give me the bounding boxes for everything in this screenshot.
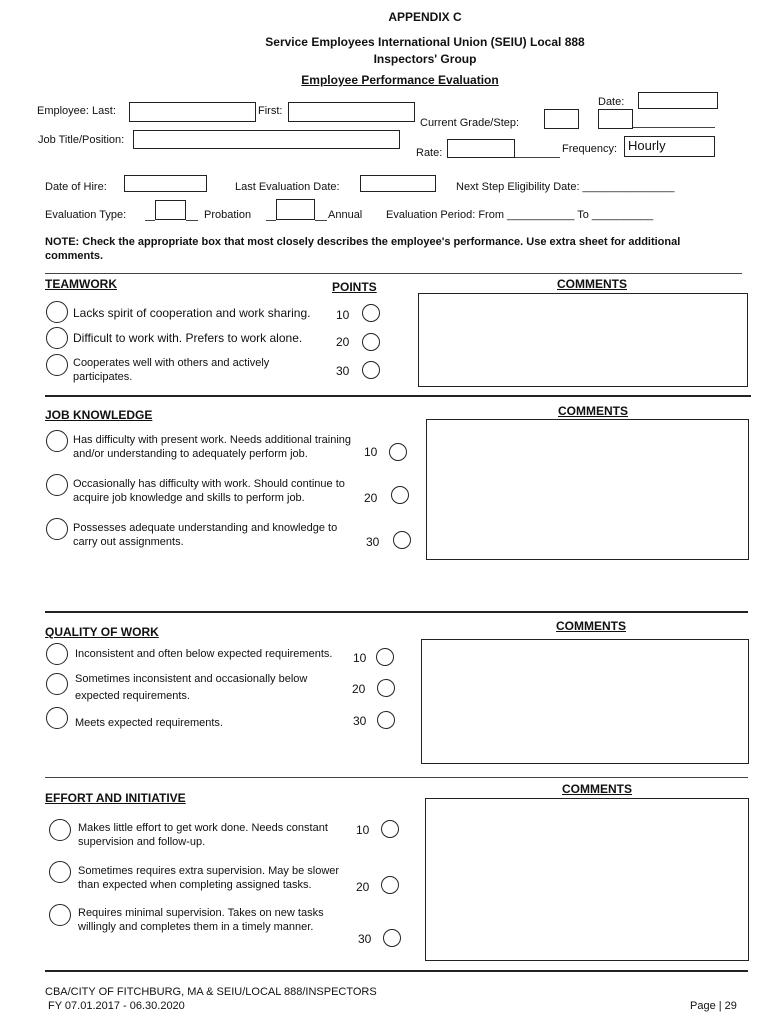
first-name-field[interactable] [288,102,415,122]
annual-checkbox[interactable] [276,199,315,220]
rate-field[interactable] [447,139,515,158]
effort-title: EFFORT AND INITIATIVE [45,791,186,805]
quality-divider [45,777,748,778]
annual-label: Annual [328,209,363,221]
quality-option-2-text: Sometimes inconsistent and occasionally below expected requirements. [75,673,308,702]
teamwork-divider [45,395,751,397]
job-knowledge-option-3-radio[interactable] [46,518,68,540]
teamwork-option-1-radio[interactable] [46,301,68,323]
last-eval-field[interactable] [360,175,436,192]
effort-option-1-radio[interactable] [49,819,71,841]
job-title-field[interactable] [133,130,400,149]
job-knowledge-option-3-text: Possesses adequate understanding and knowledge to carry out assignments. [73,522,338,548]
quality-option-3-text: Meets expected requirements. [75,717,223,729]
annual-underline [266,220,276,221]
teamwork-option-1-points: 10 [336,308,350,322]
probation-label: Probation [204,209,252,221]
effort-option-3-radio[interactable] [49,904,71,926]
effort-option-1-points: 10 [356,823,370,837]
teamwork-option-2-points-radio[interactable] [362,333,380,351]
teamwork-comments-box[interactable] [418,293,748,387]
quality-option-3-radio[interactable] [46,707,68,729]
date-field[interactable] [638,92,718,109]
appendix-heading: APPENDIX C [388,10,462,24]
job-knowledge-option-2-radio[interactable] [46,474,68,496]
job-knowledge-comments-box[interactable] [426,419,749,560]
employee-last-label: Employee: Last: [37,105,116,117]
effort-option-1-text: Makes little effort to get work done. Needs constant supervision and follow-up. [78,822,328,848]
teamwork-option-3-text: Cooperates well with others and actively participates. [73,357,270,383]
last-eval-label: Last Evaluation Date: [235,181,340,193]
first-name-label: First: [258,105,283,117]
job-knowledge-option-2-points: 20 [364,491,378,505]
rate-underline [515,157,560,158]
probation-underline-2 [186,220,198,221]
grade-step-label: Current Grade/Step: [420,117,520,129]
teamwork-option-3-points: 30 [336,364,350,378]
job-knowledge-option-2-text: Occasionally has difficulty with work. Should continue to acquire job knowledge and skills to perform job. [73,478,345,504]
effort-option-3-text: Requires minimal supervision. Takes on new tasks willingly and completes them in a timely manner. [78,907,324,933]
teamwork-comments-label: COMMENTS [557,277,627,291]
quality-option-3-points-radio[interactable] [377,711,395,729]
frequency-label: Frequency: [562,143,618,155]
eval-type-label: Evaluation Type: [45,209,127,221]
frequency-field[interactable]: Hourly [624,136,715,157]
probation-underline [145,220,155,221]
group-heading: Inspectors' Group [373,52,477,66]
job-knowledge-option-2-points-radio[interactable] [391,486,409,504]
quality-comments-label: COMMENTS [556,619,626,633]
step-field[interactable] [598,109,633,129]
job-knowledge-option-1-points: 10 [364,445,378,459]
quality-option-1-radio[interactable] [46,643,68,665]
hire-date-label: Date of Hire: [45,181,107,193]
quality-comments-box[interactable] [421,639,749,764]
form-title: Employee Performance Evaluation [301,73,499,87]
effort-option-1-points-radio[interactable] [381,820,399,838]
quality-title: QUALITY OF WORK [45,625,159,639]
grade-step-underline [633,127,715,128]
points-header: POINTS [332,280,377,294]
quality-option-2-points-radio[interactable] [377,679,395,697]
note-text: NOTE: Check the appropriate box that most closely describes the employee's performance. Use extra sheet for additional comments. [45,236,681,262]
job-knowledge-title: JOB KNOWLEDGE [45,408,153,422]
job-knowledge-comments-label: COMMENTS [558,404,628,418]
probation-checkbox[interactable] [155,200,186,220]
footer-fiscal-year: FY 07.01.2017 - 06.30.2020 [48,1000,185,1012]
quality-option-1-points-radio[interactable] [376,648,394,666]
employee-last-field[interactable] [129,102,256,122]
teamwork-title: TEAMWORK [45,277,117,291]
date-label: Date: [598,96,625,108]
teamwork-option-3-points-radio[interactable] [362,361,380,379]
effort-option-3-points: 30 [358,932,372,946]
teamwork-option-2-text: Difficult to work with. Prefers to work alone. [73,331,303,345]
teamwork-option-3-radio[interactable] [46,354,68,376]
job-knowledge-option-3-points: 30 [366,535,380,549]
effort-comments-label: COMMENTS [562,782,632,796]
footer-agreement: CBA/CITY OF FITCHBURG, MA & SEIU/LOCAL 888/INSPECTORS [45,986,377,998]
effort-option-2-points-radio[interactable] [381,876,399,894]
job-knowledge-divider [45,611,748,613]
job-knowledge-option-3-points-radio[interactable] [393,531,411,549]
job-title-label: Job Title/Position: [38,134,125,146]
effort-option-3-points-radio[interactable] [383,929,401,947]
page-number: Page | 29 [690,1000,737,1012]
effort-option-2-radio[interactable] [49,861,71,883]
quality-option-1-points: 10 [353,651,367,665]
quality-option-2-points: 20 [352,682,366,696]
rate-label: Rate: [416,147,443,159]
teamwork-option-1-points-radio[interactable] [362,304,380,322]
annual-underline-2 [315,220,327,221]
note-divider [45,273,742,274]
effort-divider [45,970,748,972]
eval-period-label: Evaluation Period: From ___________ To __________ [386,209,654,221]
teamwork-option-2-radio[interactable] [46,327,68,349]
effort-comments-box[interactable] [425,798,749,961]
quality-option-1-text: Inconsistent and often below expected requirements. [75,648,333,660]
teamwork-option-2-points: 20 [336,335,350,349]
job-knowledge-option-1-radio[interactable] [46,430,68,452]
quality-option-2-radio[interactable] [46,673,68,695]
grade-field[interactable] [544,109,579,129]
teamwork-option-1-text: Lacks spirit of cooperation and work sharing. [73,306,311,320]
effort-option-2-points: 20 [356,880,370,894]
quality-option-3-points: 30 [353,714,367,728]
hire-date-field[interactable] [124,175,207,192]
union-heading: Service Employees International Union (SEIU) Local 888 [265,35,585,49]
next-step-label: Next Step Eligibility Date: _______________ [456,181,675,193]
job-knowledge-option-1-text: Has difficulty with present work. Needs additional training and/or understanding to adequately perform job. [73,434,351,460]
effort-option-2-text: Sometimes requires extra supervision. May be slower than expected when completing assigned tasks. [78,865,340,891]
job-knowledge-option-1-points-radio[interactable] [389,443,407,461]
